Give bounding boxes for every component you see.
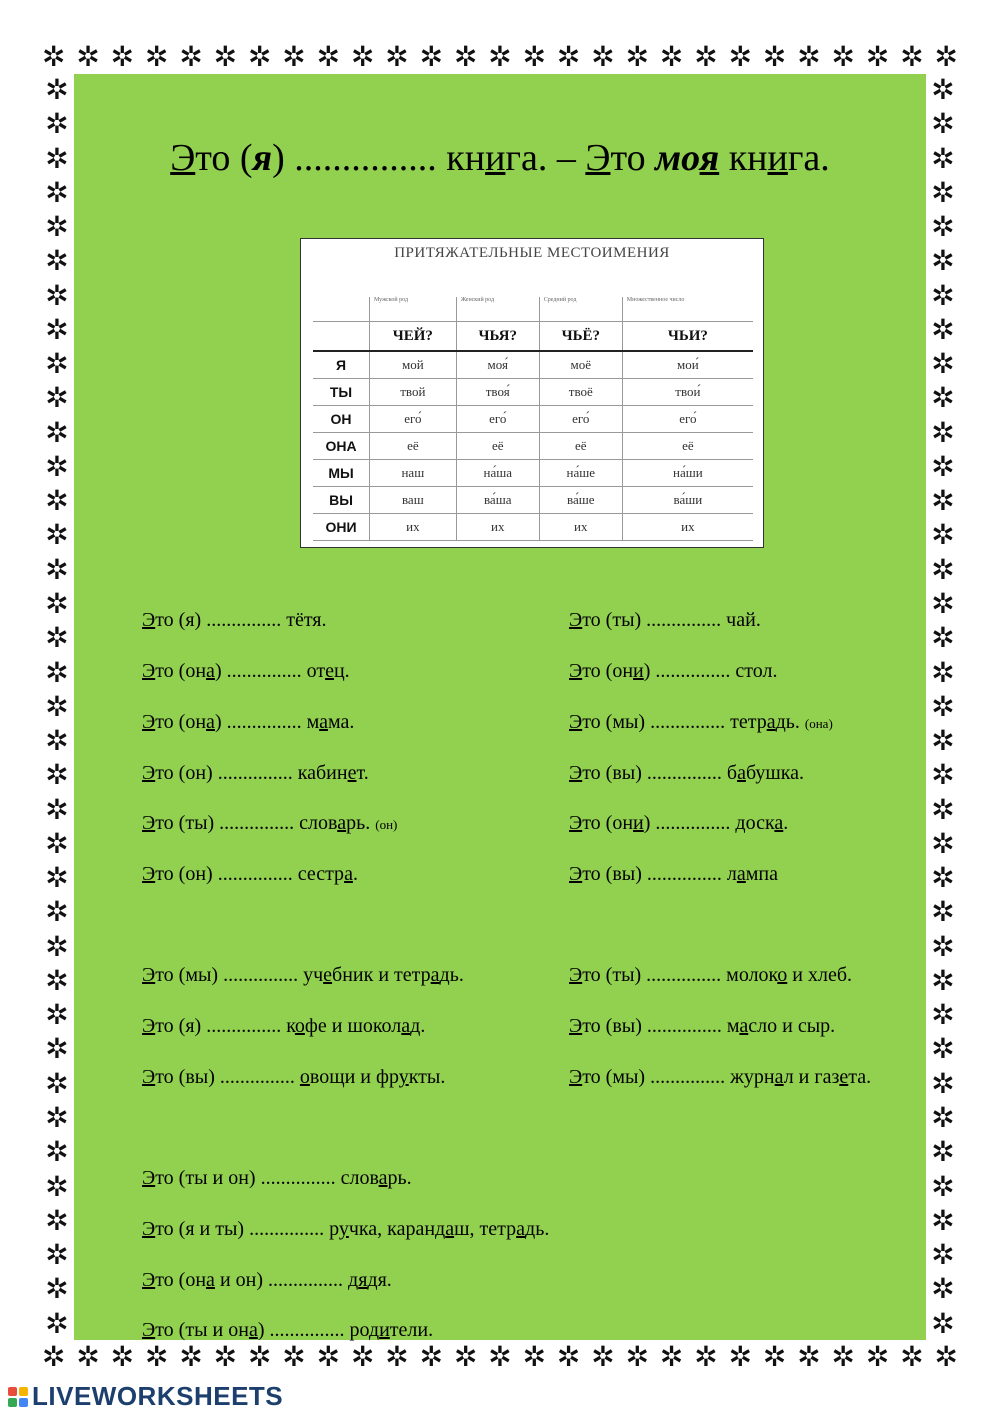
personal-pronoun: ОН (313, 406, 370, 433)
ornament-icon: ✲ (45, 792, 69, 826)
possessive-form: ва́ши (622, 487, 753, 514)
ornament-icon: ✲ (45, 1135, 69, 1169)
ornament-icon: ✲ (931, 826, 955, 860)
possessive-form: его́ (370, 406, 457, 433)
left-ornament-border (40, 74, 74, 1340)
ornament-icon: ✲ (865, 40, 890, 73)
ornament-icon: ✲ (213, 1340, 238, 1373)
ornament-icon: ✲ (931, 655, 955, 689)
ornament-icon: ✲ (522, 40, 547, 73)
ornament-icon: ✲ (831, 1340, 856, 1373)
ornament-icon: ✲ (385, 1340, 409, 1373)
ornament-icon: ✲ (931, 381, 955, 415)
ornament-icon: ✲ (45, 1169, 69, 1203)
ornament-icon: ✲ (45, 861, 69, 895)
logo-square (8, 1398, 17, 1407)
logo-icon (8, 1387, 28, 1407)
ornament-icon: ✲ (144, 1340, 169, 1373)
ornament-icon: ✲ (45, 552, 69, 586)
gender-header: Средний род (539, 297, 622, 322)
ornament-icon: ✲ (556, 1340, 581, 1373)
ornament-icon: ✲ (282, 1340, 306, 1373)
exercise-line: Это (ты) ............... молоко и хлеб. (569, 964, 853, 986)
possessive-form: ва́ша (456, 487, 539, 514)
example-title: Это (я) ............... книга. – Это моя книга. (170, 137, 830, 179)
ornament-icon: ✲ (110, 1340, 135, 1373)
ornament-icon: ✲ (591, 40, 615, 73)
exercise-line: Это (я) ............... тётя. (142, 609, 327, 631)
possessive-form: их (539, 514, 622, 541)
ornament-icon: ✲ (931, 278, 955, 312)
ornament-icon: ✲ (45, 381, 69, 415)
ornament-icon: ✲ (931, 621, 955, 655)
possessive-form: его́ (539, 406, 622, 433)
possessive-form: её (370, 433, 457, 460)
gender-header-row (313, 297, 753, 322)
ornament-icon: ✲ (931, 1066, 955, 1100)
exercise-line: Это (она) ............... отец. (142, 660, 350, 682)
ornament-icon: ✲ (931, 141, 955, 175)
ornament-icon: ✲ (45, 689, 69, 723)
ornament-icon: ✲ (45, 724, 69, 758)
ornament-icon: ✲ (900, 40, 924, 73)
ornament-icon: ✲ (934, 1340, 958, 1373)
pronoun-row (313, 379, 753, 406)
question-header: ЧЬИ? (622, 322, 753, 352)
possessive-form: твои́ (622, 379, 753, 406)
ornament-icon: ✲ (659, 1340, 684, 1373)
personal-pronoun: МЫ (313, 460, 370, 487)
ornament-icon: ✲ (45, 1238, 69, 1272)
ornament-icon: ✲ (45, 826, 69, 860)
ornament-icon: ✲ (76, 1340, 100, 1373)
exercise-line: Это (мы) ............... тетрадь. (она) (569, 711, 833, 733)
ornament-icon: ✲ (931, 1238, 955, 1272)
ornament-icon: ✲ (76, 40, 100, 73)
possessive-form: её (622, 433, 753, 460)
possessive-form: на́ша (456, 460, 539, 487)
ornament-icon: ✲ (931, 175, 955, 209)
ornament-icon: ✲ (931, 792, 955, 826)
ornament-icon: ✲ (931, 1169, 955, 1203)
ornament-icon: ✲ (45, 621, 69, 655)
ornament-icon: ✲ (931, 1135, 955, 1169)
ornament-icon: ✲ (831, 40, 856, 73)
ornament-icon: ✲ (453, 40, 478, 73)
ornament-icon: ✲ (453, 1340, 478, 1373)
possessive-form: его́ (622, 406, 753, 433)
exercise-line: Это (ты) ............... словарь. (он) (142, 812, 398, 834)
ornament-icon: ✲ (45, 1032, 69, 1066)
right-ornament-border (926, 74, 960, 1340)
logo-text: LIVEWORKSHEETS (32, 1381, 284, 1411)
ornament-icon: ✲ (350, 40, 375, 73)
exercise-line: Это (мы) ............... учебник и тетрадь. (142, 964, 464, 986)
exercise-line: Это (мы) ............... журнал и газета. (569, 1066, 872, 1088)
possessive-form: ва́ше (539, 487, 622, 514)
ornament-icon: ✲ (45, 963, 69, 997)
ornament-icon: ✲ (556, 40, 581, 73)
ornament-icon: ✲ (45, 210, 69, 244)
ornament-icon: ✲ (797, 1340, 821, 1373)
ornament-icon: ✲ (45, 73, 69, 106)
ornament-icon: ✲ (931, 1272, 955, 1306)
ornament-icon: ✲ (931, 347, 955, 381)
ornament-icon: ✲ (144, 40, 169, 73)
ornament-icon: ✲ (931, 861, 955, 895)
ornament-icon: ✲ (42, 1340, 66, 1373)
ornament-icon: ✲ (45, 347, 69, 381)
possessive-form: наш (370, 460, 457, 487)
ornament-icon: ✲ (316, 1340, 341, 1373)
possessive-form: мой (370, 351, 457, 379)
ornament-icon: ✲ (350, 1340, 375, 1373)
ornament-icon: ✲ (934, 40, 958, 73)
pronoun-row (313, 433, 753, 460)
ornament-icon: ✲ (45, 449, 69, 483)
question-header: ЧЬЯ? (456, 322, 539, 352)
possessive-form: их (370, 514, 457, 541)
ornament-icon: ✲ (931, 518, 955, 552)
ornament-icon: ✲ (45, 518, 69, 552)
ornament-icon: ✲ (931, 1306, 955, 1340)
ornament-icon: ✲ (931, 895, 955, 929)
logo-square (8, 1387, 17, 1396)
ornament-icon: ✲ (931, 312, 955, 346)
ornament-icon: ✲ (45, 998, 69, 1032)
ornament-icon: ✲ (931, 689, 955, 723)
ornament-icon: ✲ (694, 1340, 718, 1373)
logo-square (19, 1387, 28, 1396)
exercise-line: Это (я и ты) ............... ручка, карандаш, тетрадь. (142, 1218, 550, 1240)
possessive-form: ваш (370, 487, 457, 514)
question-header-row (313, 322, 753, 352)
possessive-form: моё (539, 351, 622, 379)
ornament-icon: ✲ (45, 586, 69, 620)
ornament-icon: ✲ (45, 141, 69, 175)
ornament-icon: ✲ (179, 1340, 203, 1373)
possessive-form: его́ (456, 406, 539, 433)
worksheet-frame (40, 40, 960, 1375)
ornament-icon: ✲ (931, 552, 955, 586)
ornament-icon: ✲ (591, 1340, 615, 1373)
exercise-line: Это (ты) ............... чай. (569, 609, 761, 631)
exercise-line: Это (вы) ............... масло и сыр. (569, 1015, 836, 1037)
ornament-icon: ✲ (45, 484, 69, 518)
ornament-icon: ✲ (728, 1340, 753, 1373)
exercise-line: Это (вы) ............... бабушка. (569, 762, 805, 784)
possessive-form: их (622, 514, 753, 541)
ornament-icon: ✲ (625, 1340, 650, 1373)
pronoun-row (313, 406, 753, 433)
ornament-icon: ✲ (931, 107, 955, 141)
ornament-icon: ✲ (213, 40, 238, 73)
ornament-icon: ✲ (931, 484, 955, 518)
ornament-icon: ✲ (931, 210, 955, 244)
possessive-form: её (539, 433, 622, 460)
exercise-line: Это (вы) ............... овощи и фрукты. (142, 1066, 446, 1088)
ornament-icon: ✲ (931, 1100, 955, 1134)
ornament-icon: ✲ (45, 244, 69, 278)
possessive-form: их (456, 514, 539, 541)
ornament-icon: ✲ (931, 1203, 955, 1237)
ornament-icon: ✲ (931, 724, 955, 758)
ornament-icon: ✲ (419, 40, 444, 73)
ornament-icon: ✲ (488, 40, 512, 73)
pronoun-row (313, 460, 753, 487)
possessive-pronouns-table (300, 238, 764, 548)
exercise-line: Это (он) ............... кабинет. (142, 762, 369, 784)
ornament-icon: ✲ (45, 1272, 69, 1306)
exercise-line: Это (они) ............... доска. (569, 812, 789, 834)
ornament-icon: ✲ (762, 40, 787, 73)
ornament-icon: ✲ (45, 1100, 69, 1134)
pronoun-table (313, 297, 753, 541)
ornament-icon: ✲ (247, 40, 272, 73)
exercise-line: Это (она) ............... мама. (142, 711, 355, 733)
ornament-icon: ✲ (931, 415, 955, 449)
ornament-icon: ✲ (694, 40, 718, 73)
possessive-form: её (456, 433, 539, 460)
personal-pronoun: ОНИ (313, 514, 370, 541)
ornament-icon: ✲ (931, 244, 955, 278)
exercise-line: Это (ты и он) ............... словарь. (142, 1167, 412, 1189)
ornament-icon: ✲ (45, 312, 69, 346)
ornament-icon: ✲ (931, 758, 955, 792)
table-caption: ПРИТЯЖАТЕЛЬНЫЕ МЕСТОИМЕНИЯ (394, 245, 670, 261)
liveworksheets-logo[interactable] (8, 1381, 283, 1412)
question-header: ЧЬЁ? (539, 322, 622, 352)
question-header: ЧЕЙ? (370, 322, 457, 352)
exercise-line: Это (она и он) ............... дядя. (142, 1269, 392, 1291)
ornament-icon: ✲ (45, 758, 69, 792)
bottom-ornament-border (40, 1340, 960, 1374)
possessive-form: на́ше (539, 460, 622, 487)
ornament-icon: ✲ (728, 40, 753, 73)
ornament-icon: ✲ (419, 1340, 444, 1373)
exercise-line: Это (ты и она) ............... родители. (142, 1319, 434, 1341)
ornament-icon: ✲ (45, 929, 69, 963)
ornament-icon: ✲ (931, 73, 955, 106)
pronoun-row (313, 351, 753, 379)
possessive-form: твой (370, 379, 457, 406)
ornament-icon: ✲ (247, 1340, 272, 1373)
exercise-line: Это (я) ............... кофе и шоколад. (142, 1015, 426, 1037)
ornament-icon: ✲ (900, 1340, 924, 1373)
ornament-icon: ✲ (931, 998, 955, 1032)
ornament-icon: ✲ (522, 1340, 547, 1373)
ornament-icon: ✲ (179, 40, 203, 73)
gender-header: Множественное число (622, 297, 753, 322)
ornament-icon: ✲ (762, 1340, 787, 1373)
exercise-line: Это (они) ............... стол. (569, 660, 778, 682)
ornament-icon: ✲ (45, 278, 69, 312)
personal-pronoun: ТЫ (313, 379, 370, 406)
ornament-icon: ✲ (316, 40, 341, 73)
worksheet-content (74, 74, 926, 1340)
ornament-icon: ✲ (45, 415, 69, 449)
ornament-icon: ✲ (45, 107, 69, 141)
exercise-line: Это (вы) ............... лампа (569, 863, 779, 885)
ornament-icon: ✲ (110, 40, 135, 73)
ornament-icon: ✲ (797, 40, 821, 73)
possessive-form: твоё (539, 379, 622, 406)
pronoun-row (313, 487, 753, 514)
personal-pronoun: ОНА (313, 433, 370, 460)
ornament-icon: ✲ (931, 586, 955, 620)
personal-pronoun: ВЫ (313, 487, 370, 514)
ornament-icon: ✲ (45, 1306, 69, 1340)
ornament-icon: ✲ (931, 963, 955, 997)
pronoun-row (313, 514, 753, 541)
possessive-form: моя́ (456, 351, 539, 379)
ornament-icon: ✲ (385, 40, 409, 73)
ornament-icon: ✲ (45, 175, 69, 209)
gender-header: Женский род (456, 297, 539, 322)
ornament-icon: ✲ (931, 929, 955, 963)
possessive-form: твоя́ (456, 379, 539, 406)
ornament-icon: ✲ (625, 40, 650, 73)
ornament-icon: ✲ (659, 40, 684, 73)
ornament-icon: ✲ (931, 449, 955, 483)
ornament-icon: ✲ (45, 655, 69, 689)
possessive-form: на́ши (622, 460, 753, 487)
ornament-icon: ✲ (931, 1032, 955, 1066)
ornament-icon: ✲ (865, 1340, 890, 1373)
ornament-icon: ✲ (282, 40, 306, 73)
ornament-icon: ✲ (45, 1203, 69, 1237)
personal-pronoun: Я (313, 351, 370, 379)
exercise-line: Это (он) ............... сестра. (142, 863, 358, 885)
ornament-icon: ✲ (488, 1340, 512, 1373)
ornament-icon: ✲ (42, 40, 66, 73)
ornament-icon: ✲ (45, 1066, 69, 1100)
top-ornament-border (40, 40, 960, 74)
logo-square (19, 1398, 28, 1407)
gender-header: Мужской род (370, 297, 457, 322)
ornament-icon: ✲ (45, 895, 69, 929)
possessive-form: мои́ (622, 351, 753, 379)
